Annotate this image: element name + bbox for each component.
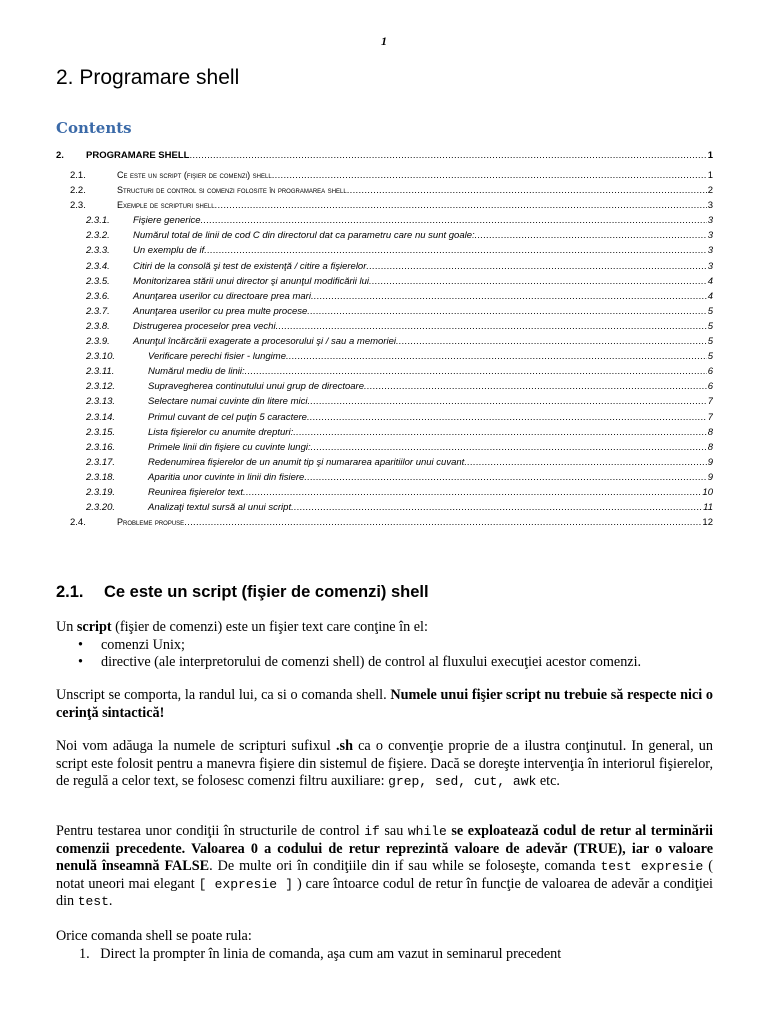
toc-entry-title: Fişiere generice xyxy=(133,215,201,227)
toc-entry-page: 8 xyxy=(707,441,713,453)
toc-entry-page: 6 xyxy=(707,381,713,393)
toc-leader-dots xyxy=(304,472,706,483)
toc-entry-page: 9 xyxy=(707,471,713,483)
toc-entry-number: 2.3. xyxy=(70,200,86,212)
toc-entry-number: 2.4. xyxy=(70,517,86,529)
toc-leader-dots xyxy=(201,215,707,226)
list-item: • directive (ale interpretorului de comenzi shell) de control al fluxului execuţiei acestor comenzi. xyxy=(56,654,713,672)
contents-heading: Contents xyxy=(56,119,132,137)
text: Noi vom adăuga la numele de scripturi sufixul xyxy=(56,738,336,754)
code-inline: while xyxy=(407,824,447,839)
toc-entry-page: 3 xyxy=(707,260,713,272)
toc-entry[interactable] xyxy=(56,427,713,442)
section-heading xyxy=(56,583,429,602)
toc-leader-dots xyxy=(311,442,707,453)
toc-entry-number: 2. xyxy=(56,150,64,161)
toc-entry[interactable] xyxy=(56,502,713,517)
toc-entry-page: 4 xyxy=(707,290,713,302)
toc-entry[interactable] xyxy=(56,170,713,185)
toc-leader-dots xyxy=(293,427,706,438)
toc-entry-number: 2.3.5. xyxy=(86,275,110,287)
toc-entry-number: 2.2. xyxy=(70,185,86,197)
toc-entry-number: 2.3.2. xyxy=(86,230,110,242)
toc-entry-title: PROGRAMARE SHELL xyxy=(86,150,190,161)
toc-entry-title: Anunţul încărcării exagerate a procesorului şi / sau a memoriei xyxy=(133,336,396,348)
toc-entry-title: Exemple de scripturi shell xyxy=(117,200,215,211)
toc-entry-title: Reunirea fişierelor text xyxy=(148,486,244,498)
toc-entry[interactable] xyxy=(56,517,713,532)
text: ca o convenţie proprie de a ilustra conţinutul. In general, un script este folosit pentru a manevra fişiere din sistemul de fişiere. Dacă se doreşte intervenţia în interiorul fişierelor, de regulă a celor text, se folosesc comenzi filtru auxiliare: xyxy=(56,738,713,790)
toc-entry-number: 2.3.8. xyxy=(86,320,110,332)
text: ) care întoarce codul de retur în funcţie de valoarea de adevăr a condiţiei din xyxy=(56,875,713,910)
toc-entry-page: 3 xyxy=(707,215,713,227)
list-text: Direct la prompter în linia de comanda, aşa cum am vazut in seminarul precedent xyxy=(100,945,562,962)
text: . xyxy=(108,893,113,910)
paragraph-script-behaviour xyxy=(56,687,713,722)
toc-leader-dots xyxy=(286,351,707,362)
toc-entry[interactable] xyxy=(56,306,713,321)
toc-entry-title: Distrugerea proceselor prea vechi xyxy=(133,320,276,332)
section-number: 2.1. xyxy=(56,583,84,601)
toc-leader-dots xyxy=(215,200,707,211)
toc-entry-number: 2.3.6. xyxy=(86,290,110,302)
text: ( notat uneori mai elegant xyxy=(56,858,713,892)
toc-leader-dots xyxy=(364,381,707,392)
text: . De multe ori în condiţiile din if sau while se foloseşte, comanda xyxy=(209,858,601,875)
intro-paragraph xyxy=(56,619,713,672)
toc-entry-number: 2.3.4. xyxy=(86,260,110,272)
toc-leader-dots xyxy=(347,185,707,196)
page-number: 1 xyxy=(381,34,387,48)
toc-entry[interactable] xyxy=(56,396,713,411)
text: etc. xyxy=(536,773,560,790)
toc-entry-page: 2 xyxy=(707,185,713,197)
toc-entry-number: 2.3.19. xyxy=(86,486,116,498)
toc-entry[interactable] xyxy=(56,351,713,366)
toc-entry-title: Lista fişierelor cu anumite drepturi: xyxy=(148,426,294,438)
toc-entry-number: 2.1. xyxy=(70,170,86,181)
code-inline: test xyxy=(77,894,109,910)
toc-entry-title: Verificare perechi fisier - lungime xyxy=(148,351,286,363)
toc-entry-page: 12 xyxy=(702,517,713,529)
toc-entry-title: Monitorizarea stării unui director şi anunţul modificării lui xyxy=(133,275,370,287)
toc-entry[interactable] xyxy=(56,150,713,170)
text: Orice comanda shell se poate rula: xyxy=(56,928,252,944)
toc-leader-dots xyxy=(307,306,706,317)
toc-entry-title: Selectare numai cuvinte din litere mici xyxy=(148,396,308,408)
toc-entry-page: 3 xyxy=(707,230,713,242)
toc-entry-number: 2.3.15. xyxy=(86,426,116,438)
text: Unscript se comporta, la randul lui, ca si o comanda shell. xyxy=(56,687,391,703)
toc-entry[interactable] xyxy=(56,366,713,381)
toc-leader-dots xyxy=(189,150,706,161)
toc-entry-page: 1 xyxy=(707,170,713,181)
toc-entry[interactable] xyxy=(56,412,713,427)
section-title: Ce este un script (fişier de comenzi) shell xyxy=(104,583,429,601)
toc-entry[interactable] xyxy=(56,472,713,487)
toc-entry-page: 3 xyxy=(707,200,713,212)
toc-leader-dots xyxy=(464,457,706,468)
toc-entry-page: 3 xyxy=(707,245,713,257)
toc-entry[interactable] xyxy=(56,487,713,502)
toc-entry[interactable] xyxy=(56,457,713,472)
toc-entry[interactable] xyxy=(56,276,713,291)
code-inline: test expresie xyxy=(600,859,704,875)
toc-leader-dots xyxy=(366,261,706,272)
toc-entry-number: 2.3.10. xyxy=(86,351,116,363)
toc-leader-dots xyxy=(245,366,707,377)
list-item: • comenzi Unix; xyxy=(56,637,713,655)
toc-entry-page: 7 xyxy=(707,411,713,423)
text: sau xyxy=(379,823,408,839)
toc-entry-number: 2.3.3. xyxy=(86,245,110,257)
code-inline: if xyxy=(364,824,380,839)
toc-entry[interactable] xyxy=(56,291,713,306)
toc-entry-page: 5 xyxy=(707,351,713,363)
toc-entry-title: Redenumirea fişierelor de un anumit tip şi numararea aparitiilor unui cuvant xyxy=(148,456,465,468)
toc-entry[interactable] xyxy=(56,185,713,200)
toc-entry-number: 2.3.7. xyxy=(86,305,110,317)
toc-entry-page: 5 xyxy=(707,336,713,348)
toc-entry-title: Analizaţi textul sursă al unui script xyxy=(148,502,292,514)
toc-entry-title: Anunţarea userilor cu prea multe procese xyxy=(133,305,308,317)
toc-entry-title: Ce este un script (fişier de comenzi) shell xyxy=(117,170,272,180)
text: (fişier de comenzi) este un fişier text care conţine în el: xyxy=(111,619,428,635)
toc-entry-number: 2.3.9. xyxy=(86,336,110,348)
toc-entry[interactable] xyxy=(56,200,713,215)
toc-leader-dots xyxy=(204,245,706,256)
chapter-title: 2. Programare shell xyxy=(56,66,240,89)
toc-entry-number: 2.3.17. xyxy=(86,456,116,468)
toc-entry-page: 4 xyxy=(707,275,713,287)
toc-entry-title: Supravegherea continutului unui grup de directoare xyxy=(148,381,365,393)
text-bold: script xyxy=(76,619,112,635)
toc-entry-title: Un exemplu de if xyxy=(133,245,205,257)
list-item xyxy=(56,946,713,964)
code-inline: [ expresie ] xyxy=(198,876,294,892)
toc-entry-number: 2.3.18. xyxy=(86,471,116,483)
text-bold: se exploatează codul de retur al terminării comenzii precedente. Valoarea 0 a codului de retur reprezintă valoare de adevăr (TRUE), iar o valoare nenulă înseamnă FALSE xyxy=(56,823,713,875)
toc-leader-dots xyxy=(243,487,701,498)
toc-entry[interactable] xyxy=(56,261,713,276)
toc-leader-dots xyxy=(307,396,706,407)
toc-entry-title: Numărul total de linii de cod C din directorul dat ca parametru care nu sunt goale: xyxy=(133,230,475,242)
toc-entry-number: 2.3.1. xyxy=(86,215,110,227)
toc-entry[interactable] xyxy=(56,230,713,245)
toc-entry-number: 2.3.11. xyxy=(86,366,115,378)
toc-entry-number: 2.3.14. xyxy=(86,411,116,423)
toc-entry[interactable] xyxy=(56,215,713,230)
toc-entry-page: 9 xyxy=(707,456,713,468)
table-of-contents xyxy=(56,150,713,532)
toc-entry-number: 2.3.12. xyxy=(86,381,116,393)
text-bold: .sh xyxy=(336,738,353,754)
toc-entry-number: 2.3.20. xyxy=(86,502,116,514)
paragraph-sh-suffix xyxy=(56,738,713,791)
text-bold: Numele unui fişier script nu trebuie să respecte nici o cerinţă sintactică! xyxy=(56,687,713,721)
toc-leader-dots xyxy=(396,336,707,347)
list-number: 1. xyxy=(79,945,90,962)
toc-entry-title: Citiri de la consolă şi test de existenţă / citire a fişierelor xyxy=(133,260,367,272)
toc-leader-dots xyxy=(311,291,707,302)
toc-leader-dots xyxy=(369,276,707,287)
toc-entry-page: 7 xyxy=(707,396,713,408)
toc-entry[interactable] xyxy=(56,336,713,351)
bullet-list xyxy=(56,637,713,672)
toc-entry-title: Probleme propuse xyxy=(117,517,185,528)
toc-entry-page: 8 xyxy=(707,426,713,438)
toc-entry-title: Numărul mediu de linii: xyxy=(148,366,245,378)
toc-entry[interactable] xyxy=(56,245,713,260)
code-inline: grep, sed, cut, awk xyxy=(388,774,537,790)
toc-entry-title: Primul cuvant de cel puţin 5 caractere xyxy=(148,411,307,423)
text: Pentru testarea unor condiţii în structurile de control xyxy=(56,823,365,839)
toc-entry[interactable] xyxy=(56,381,713,396)
toc-leader-dots xyxy=(184,517,701,528)
toc-entry-page: 11 xyxy=(703,502,713,514)
toc-entry-title: Aparitia unor cuvinte in linii din fisiere xyxy=(148,471,305,483)
toc-entry[interactable] xyxy=(56,321,713,336)
toc-entry[interactable] xyxy=(56,442,713,457)
toc-entry-page: 5 xyxy=(707,320,713,332)
toc-entry-page: 1 xyxy=(707,150,713,161)
toc-entry-number: 2.3.13. xyxy=(86,396,116,408)
numbered-list xyxy=(56,946,713,964)
toc-leader-dots xyxy=(291,502,702,513)
toc-leader-dots xyxy=(276,321,707,332)
toc-entry-page: 10 xyxy=(702,486,713,498)
toc-leader-dots xyxy=(475,230,707,241)
toc-entry-title: Anunţarea userilor cu directoare prea mari xyxy=(133,290,311,302)
toc-leader-dots xyxy=(307,412,707,423)
paragraph-return-code xyxy=(56,823,713,911)
toc-entry-number: 2.3.16. xyxy=(86,441,116,453)
toc-entry-title: Primele linii din fişiere cu cuvinte lungi: xyxy=(148,441,311,453)
toc-entry-page: 5 xyxy=(707,305,713,317)
toc-entry-title: Structuri de control si comenzi folosite în programarea shell xyxy=(117,185,347,196)
toc-entry-page: 6 xyxy=(707,366,713,378)
paragraph-run-modes xyxy=(56,928,713,963)
text: Un xyxy=(56,619,77,635)
toc-leader-dots xyxy=(272,170,707,181)
